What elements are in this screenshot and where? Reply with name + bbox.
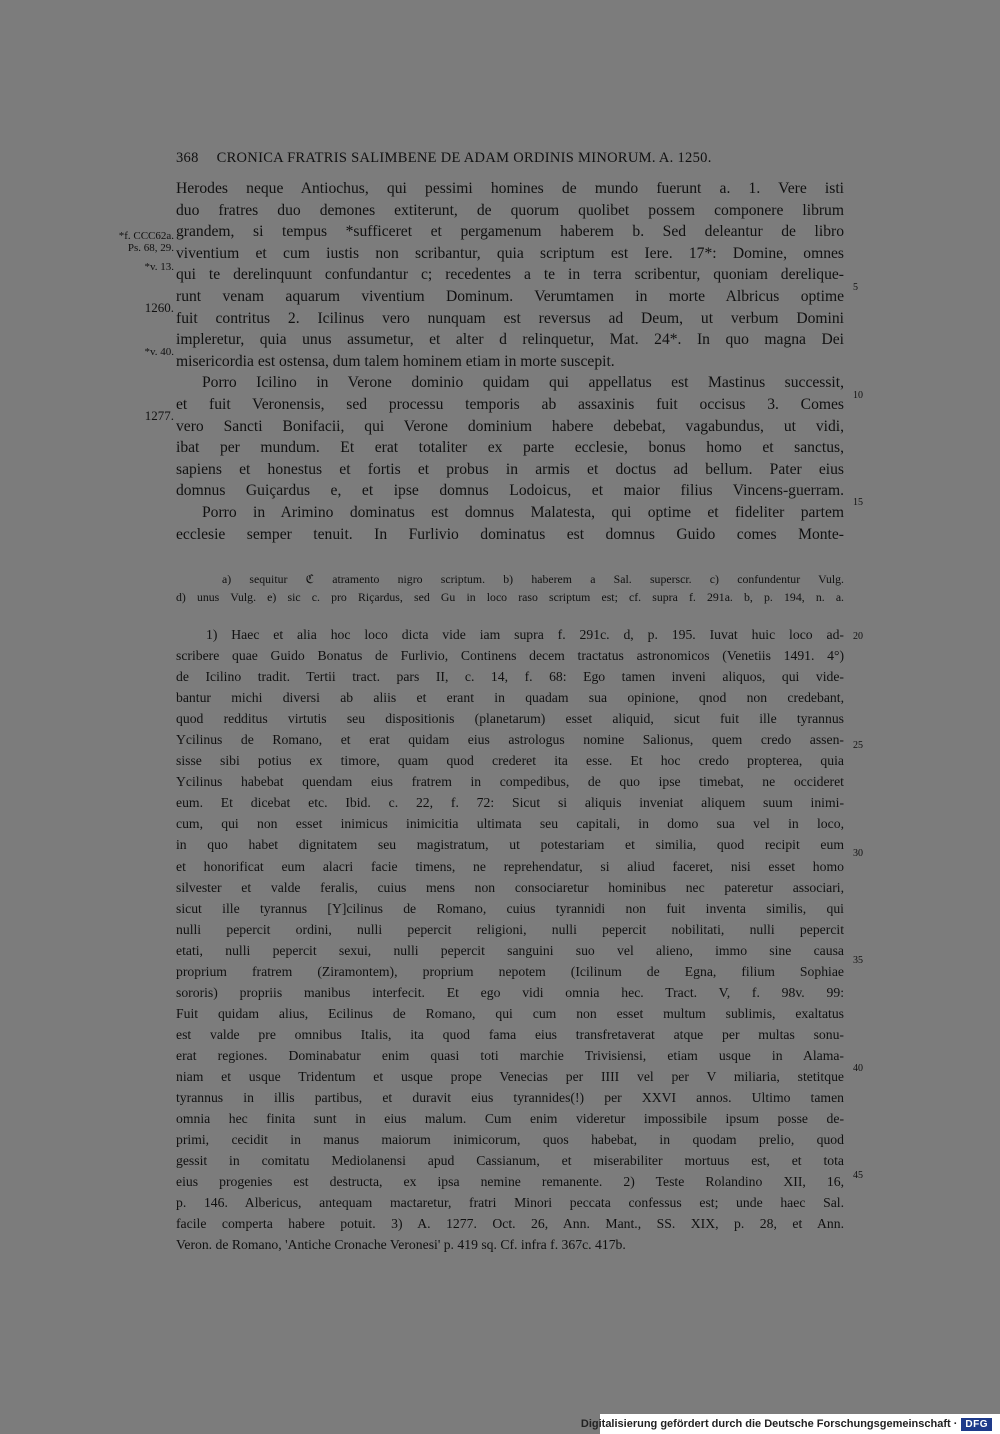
text-line: misericordia est ostensa, dum talem hominem etiam in morte suscepit. — [176, 352, 615, 370]
footnote-line: est valde pre omnibus Italis, ita quod fama eius transfretaverat atque per multas sonu- — [176, 1026, 844, 1042]
footnote-line: sicut ille tyrannus [Y]cilinus de Romano, cuius tyrannidi non fuit inventa similis, qui — [176, 900, 844, 916]
footnote-line: omnia hec finita sunt in eius malum. Cum enim videretur impossibile ipsum posse de- — [176, 1111, 844, 1127]
margin-ier-ref: *v. 13. — [144, 261, 174, 273]
line-number: 10 — [853, 390, 863, 401]
apparatus-line: a) sequitur ℭ atramento nigro scriptum. b) haberem a Sal. superscr. c) confundentur Vulg. — [222, 572, 844, 586]
main-text — [176, 178, 844, 545]
margin-folio: *f. CCC62a. — [118, 230, 174, 242]
running-header — [176, 150, 844, 167]
text-line: grandem, si tempus *sufficeret et pergamenum haberem b. Sed deleantur de libro — [176, 223, 844, 241]
footnote-line: primi, cecidit in manus maiorum inimicorum, quos habebat, in quodam prelio, quod — [176, 1132, 844, 1148]
running-title: CRONICA FRATRIS SALIMBENE DE ADAM ORDINIS MINORUM. A. 1250. — [216, 150, 712, 166]
footnote-line: et honorificat eum alacri facie timens, ne reprehendatur, si aliud faceret, nisi esset homo — [176, 858, 844, 874]
text-line: duo fratres duo demones extiterunt, de quorum quolibet possem componere librum — [176, 201, 844, 219]
text-line: fuit contritus 2. Icilinus vero nunquam est reversus ad Deum, ut verbum Domini — [176, 309, 844, 327]
margin-mat-ref: *v. 40. — [144, 346, 174, 358]
footnote-line: Ycilinus de Romano, et erat quidam eius astrologus nomine Salionus, quem credo assen- — [176, 732, 844, 748]
footnote-line: bantur michi diversi ab aliis et erant in quadam sua opinione, qnod non credebant, — [176, 690, 844, 706]
footnote-line: proprium fratrem (Ziramontem), proprium nepotem (Icilinum de Egna, filium Sophiae — [176, 963, 844, 979]
text-line: Porro in Arimino dominatus est domnus Malatesta, qui optime et fideliter partem — [202, 503, 844, 521]
text-line: ibat per mundum. Et erat totaliter ex parte ecclesie, bonus homo et sanctus, — [176, 439, 844, 457]
line-number: 40 — [853, 1063, 863, 1074]
footnote-line: tyrannus in illis partibus, et duravit eius tyrannides(!) per XXVI annos. Ultimo tamen — [176, 1090, 844, 1106]
footnote-line: niam et usque Tridentum et usque prope Venecias per IIII vel per V miliaria, stetitque — [176, 1068, 844, 1084]
text-line: domnus Guiçardus e, et ipse domnus Lodoicus, et maior filius Vincens-guerram. — [176, 482, 844, 500]
apparatus-line: d) unus Vulg. e) sic c. pro Riçardus, sed Gu in loco raso scriptum est; cf. supra f. 291a. b, p. 194, n. a. — [176, 590, 844, 604]
text-line: impleretur, quia unus assumetur, et alter d relinquetur, Mat. 24*. In quo magna Dei — [176, 331, 844, 349]
margin-year-1260: 1260. — [144, 300, 174, 315]
text-line: qui te derelinquunt confundantur c; recedentes a te in terra scribentur, quoniam derelique- — [176, 266, 844, 284]
footnote-line: Ycilinus habebat quendam eius fratrem in compedibus, de quo ipse timebat, ne occideret — [176, 774, 844, 790]
footnote-line: sororis) propriis manibus interfecit. Et ego vidi omnia hec. Tract. V, f. 98v. 99: — [176, 984, 844, 1000]
line-number: 45 — [853, 1170, 863, 1181]
footnote-line: 1) Haec et alia hoc loco dicta vide iam supra f. 291c. d, p. 195. Iuvat huic loco ad- — [206, 627, 844, 642]
footnote-line: p. 146. Albericus, antequam mactaretur, fratri Minori peccata confessus est; unde haec Sal. — [176, 1195, 844, 1211]
line-number: 25 — [853, 740, 863, 751]
footnote-line: etati, nulli pepercit sexui, nulli pepercit sanguini suo vel alieno, immo sine causa — [176, 942, 844, 958]
footnote-line: de Icilino tradit. Tertii tract. pars II, c. 14, f. 68: Ego tamen inveni aliquos, qui vide- — [176, 669, 844, 685]
text-line: sapiens et honestus et fortis et probus in armis et doctus ad bellum. Pater eius — [176, 460, 844, 478]
page-number: 368 — [176, 150, 199, 166]
footnote-line: silvester et valde feralis, cuius mens non consociaretur hominibus nec pateretur associari, — [176, 879, 844, 895]
footnote-line: Fuit quidam alius, Ecilinus de Romano, qui cum non esset multum sublimis, exaltatus — [176, 1005, 844, 1021]
margin-ps-ref: Ps. 68, 29. — [127, 242, 174, 254]
footnote-line: in quo habet dignitatem seu magistratum, ut potestariam et similia, quod recipit eum — [176, 837, 844, 853]
text-line: Herodes neque Antiochus, qui pessimi homines de mundo fuerunt a. 1. Vere isti — [176, 180, 844, 197]
text-line: viventium et cum iustis non scribantur, quia scriptum est Iere. 17*: Domine, omnes — [176, 244, 844, 262]
text-line: runt venam aquarum viventium Dominum. Verumtamen in morte Albricus optime — [176, 287, 844, 305]
footnote-line: cum, qui non esset inimicus inimicitia ultimata seu capitali, in domo sua vel in loco, — [176, 816, 844, 832]
footnote-line: eum. Et dicebat etc. Ibid. c. 22, f. 72: Sicut si aliquis inveniat aliquem suum inimi- — [176, 795, 844, 811]
footnotes — [176, 624, 844, 1255]
dfg-footer — [580, 1414, 1000, 1434]
text-line: et fuit Veronensis, sed processu temporis ab assaxinis fuit occisus 3. Comes — [176, 395, 844, 413]
footnote-line: quod redditus virtutis seu dispositionis (planetarum) esset aliquid, sicut fuit ille tyrannus — [176, 711, 844, 727]
footnote-line: gessit in comitatu Mediolanensi apud Cassianum, et miserabiliter mortuus est, et tota — [176, 1153, 844, 1169]
critical-apparatus — [176, 570, 844, 606]
text-line: Porro Icilino in Verone dominio quidam qui appellatus est Mastinus successit, — [202, 374, 844, 392]
text-line: ecclesie semper tenuit. In Furlivio dominatus est domnus Guido comes Monte- — [176, 525, 844, 543]
line-number: 15 — [853, 497, 863, 508]
dfg-logo: DFG — [961, 1418, 992, 1431]
footnote-line: nulli pepercit ordini, nulli pepercit religioni, nulli pepercit nobilitati, nulli pepercit — [176, 921, 844, 937]
footnote-line: sisse sibi potius ex timore, quam quod crederet ita esse. Et hoc credo propterea, quia — [176, 753, 844, 769]
footnote-line: scribere quae Guido Bonatus de Furlivio, Continens decem tractatus astronomicos (Venetiis 1491. 4°) — [176, 648, 844, 664]
footnote-line: eius progenies est destructa, ex ipsa nemine remanente. 2) Teste Rolandino XII, 16, — [176, 1174, 844, 1190]
line-number: 20 — [853, 631, 863, 642]
line-number: 35 — [853, 955, 863, 966]
margin-year-1277: 1277. — [144, 408, 174, 423]
line-number: 5 — [853, 282, 858, 293]
text-line: vero Sancti Bonifacii, qui Verone dominium habere debebat, vagabundus, ut vidi, — [176, 417, 844, 435]
line-number: 30 — [853, 848, 863, 859]
funding-notice: Digitalisierung gefördert durch die Deutsche Forschungsgemeinschaft · — [580, 1418, 958, 1430]
footnote-line: facile comperta habere potuit. 3) A. 1277. Oct. 26, Ann. Mant., SS. XIX, p. 28, et Ann. — [176, 1216, 844, 1232]
footnote-line: Veron. de Romano, 'Antiche Cronache Veronesi' p. 419 sq. Cf. infra f. 367c. 417b. — [176, 1237, 626, 1253]
footnote-line: erat regiones. Dominabatur enim quasi toti marchie Trivisiensi, etiam usque in Alama- — [176, 1047, 844, 1063]
